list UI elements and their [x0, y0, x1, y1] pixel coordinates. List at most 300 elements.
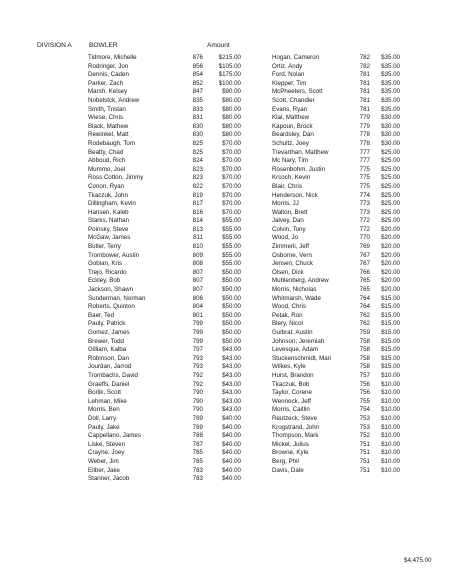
bowler-name: Sunderman, Norman	[88, 294, 146, 302]
bowler-score: 774	[359, 191, 370, 199]
bowler-score: 817	[192, 200, 203, 208]
bowler-name: Borlik, Scott	[88, 389, 122, 397]
bowler-name: Tkaczuk, John	[88, 191, 128, 199]
prize-amount: $55.00	[222, 251, 241, 259]
prize-amount: $70.00	[222, 208, 241, 216]
bowler-score: 806	[192, 294, 203, 302]
bowler-name: Zimmerli, Jeff	[272, 243, 310, 251]
prize-amount: $70.00	[222, 191, 241, 199]
bowler-row	[272, 381, 400, 390]
bowler-row	[272, 338, 400, 347]
bowler-name: Osborne, Vern	[272, 251, 312, 259]
bowler-score: 781	[359, 105, 370, 113]
bowler-score: 819	[192, 191, 203, 199]
prize-amount: $43.00	[222, 380, 241, 388]
bowler-name: Petak, Ron	[272, 311, 303, 319]
bowler-score: 764	[359, 303, 370, 311]
bowler-name: Graeffs, Daniel	[88, 380, 130, 388]
bowler-score: 822	[192, 182, 203, 190]
bowler-row	[88, 217, 241, 226]
bowler-row	[272, 269, 400, 278]
bowler-name: Dennis, Caden	[88, 71, 129, 79]
bowler-name: Smith, Tristan	[88, 105, 126, 113]
bowler-name: Stanner, Jacob	[88, 475, 130, 483]
bowler-score: 758	[359, 346, 370, 354]
bowler-row	[88, 467, 241, 476]
bowler-row	[88, 200, 241, 209]
prize-amount: $50.00	[222, 294, 241, 302]
bowler-score: 808	[192, 260, 203, 268]
bowler-name: Morris, Caitlin	[272, 406, 310, 414]
bowler-score: 777	[359, 148, 370, 156]
bowler-name: Cappellano, James	[88, 432, 141, 440]
bowler-row	[88, 372, 241, 381]
bowler-score: 816	[192, 208, 203, 216]
bowler-score: 751	[359, 440, 370, 448]
bowler-row	[272, 458, 400, 467]
prize-amount: $15.00	[381, 329, 400, 336]
prize-amount: $55.00	[222, 243, 241, 251]
bowler-score: 790	[192, 397, 203, 405]
bowler-name: Hogan, Cameron	[272, 54, 320, 61]
bowler-score: 789	[192, 423, 203, 431]
bowler-score: 772	[359, 217, 370, 225]
prize-amount: $25.00	[381, 182, 400, 190]
bowler-name: Ford, Nolan	[272, 71, 305, 79]
bowler-score: 762	[359, 311, 370, 319]
bowler-row	[88, 346, 241, 355]
bowler-row	[272, 243, 400, 252]
bowler-name: Starks, Nathan	[88, 217, 129, 225]
bowler-score: 769	[359, 243, 370, 251]
bowler-row	[88, 269, 241, 278]
bowler-name: Pauly, Jake	[88, 423, 120, 431]
prize-amount: $20.00	[381, 260, 400, 268]
bowler-score: 830	[192, 122, 203, 130]
bowler-score: 759	[359, 329, 370, 336]
bowler-name: Nobelstck, Andrew	[88, 96, 140, 104]
bowler-name: Taylor, Corene	[272, 389, 312, 397]
bowler-row	[272, 54, 400, 63]
bowler-row	[88, 381, 241, 390]
bowler-name: Colvin, Tony	[272, 225, 306, 233]
bowler-row	[88, 243, 241, 252]
bowler-score: 785	[192, 449, 203, 457]
bowler-score: 876	[192, 54, 203, 61]
bowler-score: 809	[192, 251, 203, 259]
bowler-row	[272, 97, 400, 106]
bowler-score: 810	[192, 243, 203, 251]
bowler-row	[272, 192, 400, 201]
prize-amount: $20.00	[381, 225, 400, 233]
bowler-row	[88, 415, 241, 424]
bowler-score: 811	[193, 234, 203, 242]
bowler-name: Rodebaugh, Tom	[88, 139, 136, 147]
bowler-row	[272, 449, 400, 458]
total-amount: $4,475.00	[404, 557, 432, 564]
bowler-row	[272, 114, 400, 123]
prize-amount: $30.00	[381, 122, 400, 130]
bowler-name: Parker, Zach	[88, 79, 124, 87]
bowler-score: 762	[359, 320, 370, 328]
bowler-name: Brewer, Todd	[88, 337, 124, 345]
bowler-name: Gobian, Kris	[88, 260, 123, 268]
bowler-name: Ortiz, Andy	[272, 62, 303, 70]
bowler-name: Butler, Terry	[88, 243, 121, 251]
prize-amount: $20.00	[381, 243, 400, 251]
bowler-score: 767	[359, 260, 370, 268]
bowler-name: Muhlenberg, Andrew	[272, 277, 329, 285]
bowler-score: 790	[192, 389, 203, 397]
bowler-row	[272, 174, 400, 183]
prize-amount: $50.00	[222, 320, 241, 328]
bowler-score: 778	[359, 131, 370, 139]
prize-amount: $25.00	[381, 208, 400, 216]
bowler-row	[88, 441, 241, 450]
bowler-score: 751	[359, 449, 370, 457]
bowler-score: 781	[359, 71, 370, 79]
bowler-row	[88, 140, 241, 149]
bowler-row	[272, 286, 400, 295]
bowler-name: McGaw, James	[88, 234, 131, 242]
bowler-name: Walton, Brett	[272, 208, 308, 216]
bowler-row	[272, 329, 400, 338]
bowler-score: 751	[359, 466, 370, 474]
bowler-row	[88, 424, 241, 433]
prize-amount: $25.00	[381, 217, 400, 225]
prize-amount: $20.00	[381, 268, 400, 276]
prize-amount: $40.00	[222, 414, 241, 422]
bowler-row	[88, 312, 241, 321]
bowler-row	[88, 63, 241, 72]
bowler-row	[272, 123, 400, 132]
bowler-row	[272, 252, 400, 261]
bowler-row	[272, 277, 400, 286]
bowler-row	[88, 363, 241, 372]
prize-amount: $43.00	[222, 371, 241, 379]
bowler-name: Weber, Jim	[88, 457, 119, 465]
prize-amount: $10.00	[381, 457, 400, 465]
prize-amount: $55.00	[222, 260, 241, 268]
bowler-score: 793	[192, 363, 203, 371]
bowler-score: 753	[359, 414, 370, 422]
bowler-score: 824	[192, 157, 203, 165]
prize-amount: $15.00	[381, 337, 400, 345]
bowler-row	[272, 106, 400, 115]
bowler-name: Conon, Ryan	[88, 182, 125, 190]
bowler-row	[272, 406, 400, 415]
prize-amount: $20.00	[381, 234, 400, 242]
bowler-row	[272, 157, 400, 166]
bowler-row	[272, 312, 400, 321]
bowler-row	[88, 432, 241, 441]
right-results-column	[272, 54, 400, 475]
bowler-name: Rewinkel, Matt	[88, 131, 129, 139]
bowler-row	[88, 406, 241, 415]
bowler-name: Stuckenschmidt, Mari	[272, 354, 332, 362]
bowler-row	[272, 226, 400, 235]
bowler-row	[88, 449, 241, 458]
bowler-score: 781	[359, 88, 370, 96]
prize-amount: $10.00	[381, 414, 400, 422]
bowler-name: Crayne, Joey	[88, 449, 125, 457]
bowler-row	[88, 114, 241, 123]
bowler-score: 766	[359, 268, 370, 276]
prize-amount: $70.00	[222, 174, 241, 182]
bowler-name: Beardsley, Dan	[272, 131, 314, 139]
bowler-name: Reutzeck, Steve	[272, 414, 318, 422]
bowler-name: Lehman, Mike	[88, 397, 127, 405]
bowler-name: Mummo, Joel	[88, 165, 126, 173]
bowler-score: 757	[359, 371, 370, 379]
prize-amount: $43.00	[222, 346, 241, 354]
bowler-name: Gomez, James	[88, 329, 130, 336]
prize-amount: $100.00	[218, 79, 241, 87]
bowler-row	[88, 355, 241, 364]
bowler-score: 793	[192, 354, 203, 362]
prize-amount: $10.00	[381, 389, 400, 397]
prize-amount: $50.00	[222, 268, 241, 276]
bowler-score: 787	[192, 440, 203, 448]
bowler-row	[272, 63, 400, 72]
prize-amount: $70.00	[222, 139, 241, 147]
bowler-row	[272, 131, 400, 140]
bowler-name: Scott, Chandler	[272, 96, 315, 104]
prize-amount: $50.00	[222, 337, 241, 345]
bowler-name: Tidmore, Michelle	[88, 54, 137, 61]
bowler-row	[88, 192, 241, 201]
bowler-row	[272, 303, 400, 312]
bowler-score: 854	[192, 71, 203, 79]
bowler-name: Berg, Phil	[272, 457, 299, 465]
bowler-score: 825	[192, 139, 203, 147]
bowler-name: Henderson, Nick	[272, 191, 318, 199]
bowler-column-header: BOWLER	[89, 42, 118, 49]
prize-amount: $40.00	[222, 423, 241, 431]
bowler-score: 758	[359, 363, 370, 371]
bowler-row	[88, 329, 241, 338]
prize-amount: $50.00	[222, 329, 241, 336]
prize-amount: $43.00	[222, 354, 241, 362]
prize-amount: $10.00	[381, 371, 400, 379]
bowler-name: Krogstrand, John	[272, 423, 320, 431]
bowler-score: 751	[359, 457, 370, 465]
bowler-name: Robinson, Dan	[88, 354, 129, 362]
bowler-score: 792	[192, 380, 203, 388]
prize-amount: $15.00	[381, 311, 400, 319]
bowler-name: Klal, Matthew	[272, 114, 310, 122]
bowler-score: 789	[192, 414, 203, 422]
prize-amount: $40.00	[222, 440, 241, 448]
bowler-name: Baer, Ted	[88, 311, 115, 319]
bowler-row	[88, 209, 241, 218]
prize-amount: $80.00	[222, 122, 241, 130]
prize-amount: $15.00	[381, 363, 400, 371]
bowler-row	[88, 398, 241, 407]
left-results-column	[88, 54, 241, 484]
bowler-name: Morris, Nicholas	[272, 286, 317, 294]
bowler-name: Morris, JJ	[272, 200, 299, 208]
bowler-name: Doll, Larry	[88, 414, 117, 422]
bowler-score: 833	[192, 105, 203, 113]
bowler-score: 783	[192, 475, 203, 483]
bowler-row	[272, 200, 400, 209]
bowler-row	[88, 252, 241, 261]
bowler-name: Browne, Kyle	[272, 449, 309, 457]
bowler-name: Blair, Chris	[272, 182, 302, 190]
bowler-score: 783	[192, 466, 203, 474]
prize-amount: $40.00	[222, 449, 241, 457]
prize-amount: $215.00	[218, 54, 241, 61]
bowler-name: Dillingham, Kevin	[88, 200, 136, 208]
prize-amount: $43.00	[222, 363, 241, 371]
bowler-name: Trevarthan, Matthew	[272, 148, 329, 156]
bowler-name: Tkaczuk, Bob	[272, 380, 310, 388]
bowler-name: Hansen, Kaleb	[88, 208, 129, 216]
prize-amount: $40.00	[222, 475, 241, 483]
prize-amount: $25.00	[381, 174, 400, 182]
bowler-row	[88, 149, 241, 158]
bowler-row	[272, 88, 400, 97]
bowler-score: 781	[359, 96, 370, 104]
bowler-name: Trombachs, David	[88, 371, 138, 379]
bowler-score: 775	[359, 174, 370, 182]
prize-amount: $35.00	[381, 54, 400, 61]
bowler-score: 773	[359, 208, 370, 216]
bowler-score: 790	[192, 406, 203, 414]
prize-amount: $15.00	[381, 346, 400, 354]
prize-amount: $50.00	[222, 286, 241, 294]
bowler-row	[272, 166, 400, 175]
bowler-row	[272, 149, 400, 158]
bowler-score: 773	[359, 200, 370, 208]
bowler-row	[272, 295, 400, 304]
bowler-name: Jensen, Chuck	[272, 260, 313, 268]
bowler-name: Black, Mathew	[88, 122, 129, 130]
bowler-name: Johnson, Jeremiah	[272, 337, 325, 345]
bowler-row	[88, 458, 241, 467]
bowler-score: 764	[359, 294, 370, 302]
bowler-name: Gulbrat, Austin	[272, 329, 313, 336]
prize-amount: $55.00	[222, 217, 241, 225]
prize-amount: $70.00	[222, 165, 241, 173]
bowler-row	[88, 320, 241, 329]
bowler-score: 756	[359, 389, 370, 397]
bowler-row	[88, 303, 241, 312]
bowler-score: 775	[359, 182, 370, 190]
bowler-score: 807	[192, 268, 203, 276]
bowler-score: 779	[359, 122, 370, 130]
bowler-name: Poinsky, Steve	[88, 225, 129, 233]
bowler-score: 782	[359, 54, 370, 61]
bowler-score: 754	[359, 406, 370, 414]
bowler-row	[272, 320, 400, 329]
bowler-row	[272, 398, 400, 407]
bowler-row	[88, 71, 241, 80]
bowler-name: Eilber, Jake	[88, 466, 120, 474]
bowler-row	[272, 140, 400, 149]
prize-amount: $35.00	[381, 71, 400, 79]
prize-amount: $50.00	[222, 311, 241, 319]
prize-amount: $10.00	[381, 380, 400, 388]
bowler-name: Wood, Chris	[272, 303, 306, 311]
bowler-row	[272, 234, 400, 243]
bowler-name: Whitmarsh, Wade	[272, 294, 321, 302]
prize-amount: $10.00	[381, 406, 400, 414]
bowler-name: Mc Nary, Tim	[272, 157, 308, 165]
bowler-score: 782	[359, 62, 370, 70]
prize-amount: $15.00	[381, 354, 400, 362]
prize-amount: $35.00	[381, 79, 400, 87]
bowler-score: 799	[192, 337, 203, 345]
bowler-row	[272, 183, 400, 192]
bowler-row	[272, 467, 400, 476]
bowler-score: 825	[192, 148, 203, 156]
bowler-name: Trejo, Ricardo	[88, 268, 127, 276]
bowler-row	[272, 441, 400, 450]
bowler-row	[88, 174, 241, 183]
prize-amount: $80.00	[222, 96, 241, 104]
bowler-name: Krcoch, Kevin	[272, 174, 311, 182]
bowler-score: 830	[192, 131, 203, 139]
prize-amount: $15.00	[381, 303, 400, 311]
bowler-row	[88, 131, 241, 140]
bowler-row	[88, 183, 241, 192]
prize-amount: $25.00	[381, 148, 400, 156]
prize-amount: $43.00	[222, 389, 241, 397]
bowler-name: Jalvey, Dan	[272, 217, 304, 225]
prize-amount: $10.00	[381, 432, 400, 440]
bowler-name: Jackson, Shawn	[88, 286, 134, 294]
bowler-row	[88, 234, 241, 243]
bowler-row	[88, 338, 241, 347]
bowler-row	[88, 389, 241, 398]
bowler-score: 775	[359, 165, 370, 173]
bowler-row	[272, 355, 400, 364]
bowler-name: Davis, Dale	[272, 466, 304, 474]
bowler-score: 753	[359, 423, 370, 431]
prize-amount: $25.00	[381, 157, 400, 165]
bowler-name: Pauly, Patrick	[88, 320, 126, 328]
prize-amount: $10.00	[381, 423, 400, 431]
bowler-row	[88, 286, 241, 295]
bowler-score: 799	[192, 329, 203, 336]
bowler-name: Blery, Nicol	[272, 320, 303, 328]
bowler-name: Eckley, Bob	[88, 277, 121, 285]
bowler-score: 779	[359, 114, 370, 122]
bowler-score: 777	[359, 157, 370, 165]
prize-amount: $15.00	[381, 294, 400, 302]
bowler-name: Klepper, Tim	[272, 79, 307, 87]
prize-amount: $50.00	[222, 277, 241, 285]
bowler-score: 823	[192, 174, 203, 182]
prize-amount: $30.00	[381, 131, 400, 139]
bowler-row	[272, 389, 400, 398]
prize-amount: $35.00	[381, 62, 400, 70]
bowler-score: 755	[359, 397, 370, 405]
prize-amount: $90.00	[222, 88, 241, 96]
bowler-row	[88, 277, 241, 286]
bowler-row	[88, 54, 241, 63]
bowler-score: 807	[192, 286, 203, 294]
bowler-row	[272, 372, 400, 381]
bowler-score: 770	[359, 234, 370, 242]
bowler-row	[272, 346, 400, 355]
bowler-score: 847	[192, 88, 203, 96]
bowler-score: 765	[359, 286, 370, 294]
bowler-name: Wilkes, Kyle	[272, 363, 306, 371]
bowler-score: 831	[192, 114, 203, 122]
